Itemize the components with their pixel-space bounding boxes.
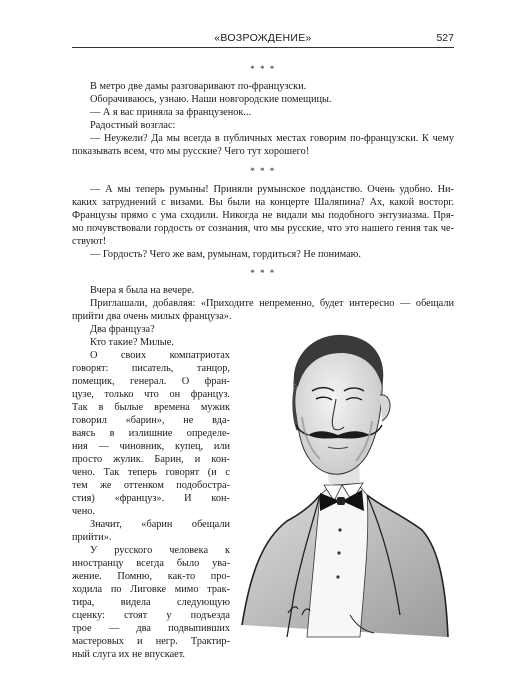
text-line: ствуют! [72, 236, 107, 247]
text-line: показывать всем, что мы русские? Чего тут хорошего! [72, 146, 310, 157]
text-line: Приглашали, добавляя: «Приходите непременно, будет интересно — обещали [90, 298, 454, 309]
header-rule [72, 47, 454, 48]
text-line: помещик, генерал. О фран- [72, 376, 230, 387]
text-line: ваясь в излишние определе- [72, 428, 230, 439]
text-line: Так в былые времена мужик [72, 402, 230, 413]
text-line: У русского человека к [90, 545, 230, 556]
text-line: чено. [72, 506, 95, 517]
running-title: «ВОЗРОЖДЕНИЕ» [214, 32, 312, 44]
portrait-illustration [232, 325, 457, 645]
text-line: О своих компатриотах [90, 350, 230, 361]
text-line: ходила по Лиговке мимо трак- [72, 584, 230, 595]
text-line: ния — чиновник, купец, или [72, 441, 230, 452]
text-line: мо почувствовали гордость от сознания, что мы русские, что это нашего гения так че- [72, 223, 454, 234]
text-line: цузе, только что он француз. [72, 389, 230, 400]
text-line: мастеровых и негр. Трактир- [72, 636, 230, 647]
section-separator: * * * [250, 166, 276, 176]
text-line: Французы прямо с ума сходили. Никогда не видали мы подобного энтузиазма. Пря- [72, 210, 454, 221]
text-line: трое — два подвыпивших [72, 623, 230, 634]
text-line: — Неужели? Да мы всегда в публичных местах говорим по-французски. К чему [90, 133, 454, 144]
text-line: иностранцу всегда было ува- [72, 558, 230, 569]
page-number: 527 [436, 32, 454, 44]
text-line: В метро две дамы разговаривают по-французски. [90, 81, 307, 92]
text-line: сценку: стоят у подъезда [72, 610, 230, 621]
text-line: просто жулик. Барин, и кон- [72, 454, 230, 465]
text-line: чено. Так теперь говорят (и с [72, 467, 230, 478]
text-line: Вчера я была на вечере. [90, 285, 195, 296]
text-line: — А мы теперь румыны! Приняли румынское подданство. Очень удобно. Ни- [90, 184, 454, 195]
text-line: — Гордость? Чего же вам, румынам, гордиться? Не понимаю. [90, 249, 361, 260]
text-line: Радостный возглас: [90, 120, 176, 131]
text-line: каких затруднений с визами. Вы были на концерте Шаляпина? Ах, какой восторг. [72, 197, 454, 208]
text-line: Два француза? [90, 324, 155, 335]
section-separator: * * * [250, 268, 276, 278]
text-line: прийти». [72, 532, 112, 543]
text-line: — А я вас приняла за французенок... [90, 107, 252, 118]
text-line: тира, видела следующую [72, 597, 230, 608]
text-line: говорят: писатель, танцор, [72, 363, 230, 374]
running-header [72, 32, 454, 46]
text-line: жение. Помню, как-то про- [72, 571, 230, 582]
text-line: прийти два очень милых француза». [72, 311, 232, 322]
text-line: говорил «барин», не вда- [72, 415, 230, 426]
section-separator: * * * [250, 64, 276, 74]
text-line: тем же оттенком подобостра- [72, 480, 230, 491]
text-line: Кто такие? Милые. [90, 337, 174, 348]
text-line: Оборачиваюсь, узнаю. Наши новгородские помещицы. [90, 94, 332, 105]
text-line: ный слуга их не впускает. [72, 649, 186, 660]
text-line: стия) «француз». И кон- [72, 493, 230, 504]
text-line: Значит, «барин обещали [90, 519, 230, 530]
